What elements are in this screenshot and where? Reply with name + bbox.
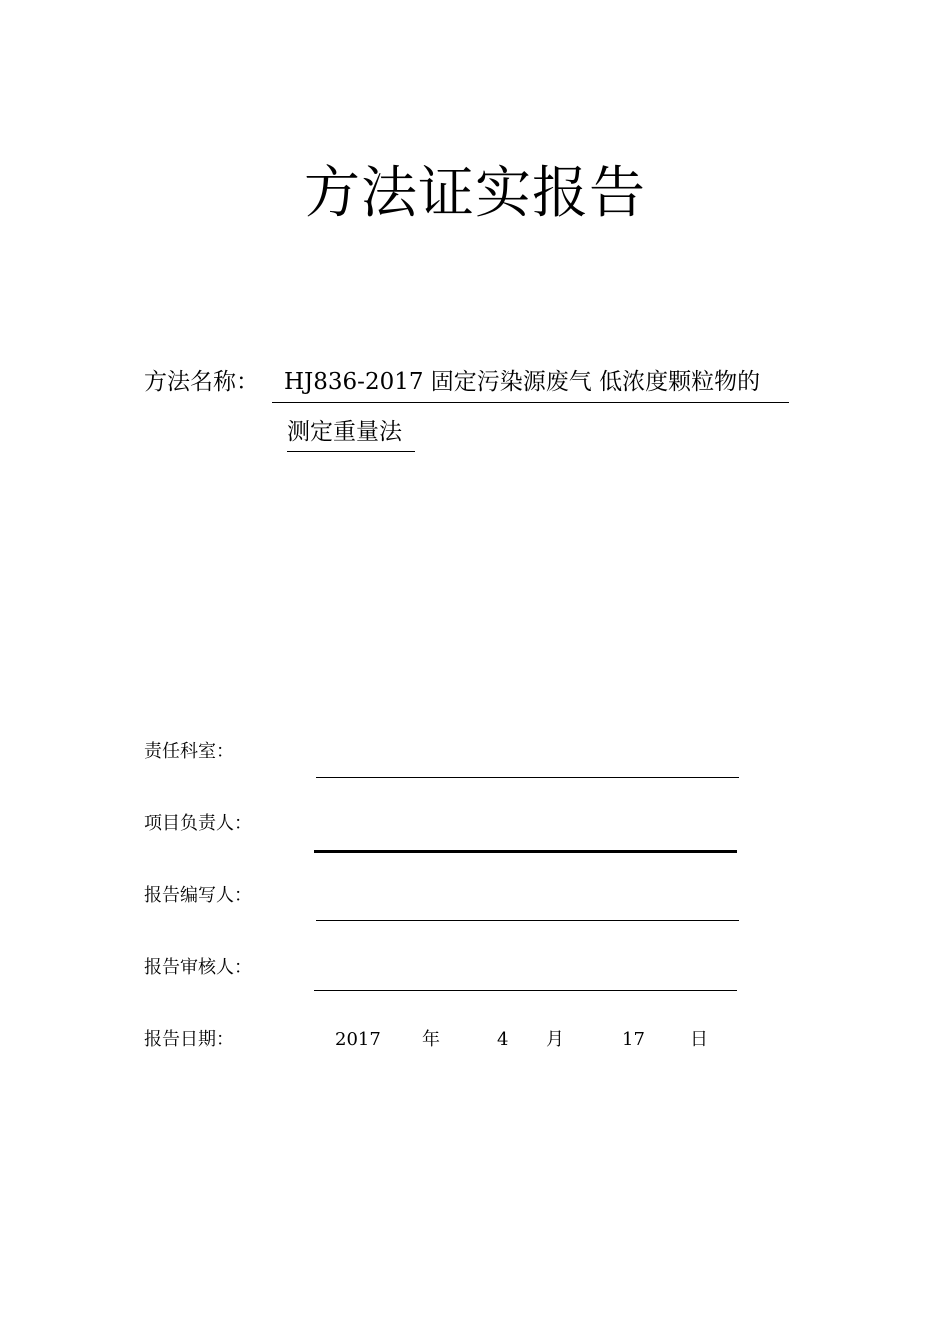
report-writer-underline <box>316 920 739 921</box>
report-reviewer-underline <box>314 990 737 991</box>
method-name-label: 方法名称： <box>144 369 259 395</box>
report-date-year: 2017 <box>335 1029 381 1050</box>
report-writer-label: 报告编写人： <box>144 885 252 906</box>
page-title: 方法证实报告 <box>304 161 646 226</box>
report-date-month-unit: 月 <box>546 1029 564 1050</box>
report-reviewer-label: 报告审核人： <box>144 957 252 978</box>
project-lead-label: 项目负责人： <box>144 813 252 834</box>
report-date-month: 4 <box>497 1029 509 1050</box>
method-name-value-line2: 测定重量法 <box>287 416 415 452</box>
department-label: 责任科室： <box>144 741 234 762</box>
report-date-day: 17 <box>622 1029 645 1050</box>
project-lead-underline <box>314 850 737 853</box>
report-date-day-unit: 日 <box>690 1029 708 1050</box>
report-date-year-unit: 年 <box>422 1029 440 1050</box>
report-date-label: 报告日期： <box>144 1029 234 1050</box>
department-underline <box>316 777 739 778</box>
method-name-value-line1: HJ836-2017 固定污染源废气 低浓度颗粒物的 <box>272 366 789 403</box>
